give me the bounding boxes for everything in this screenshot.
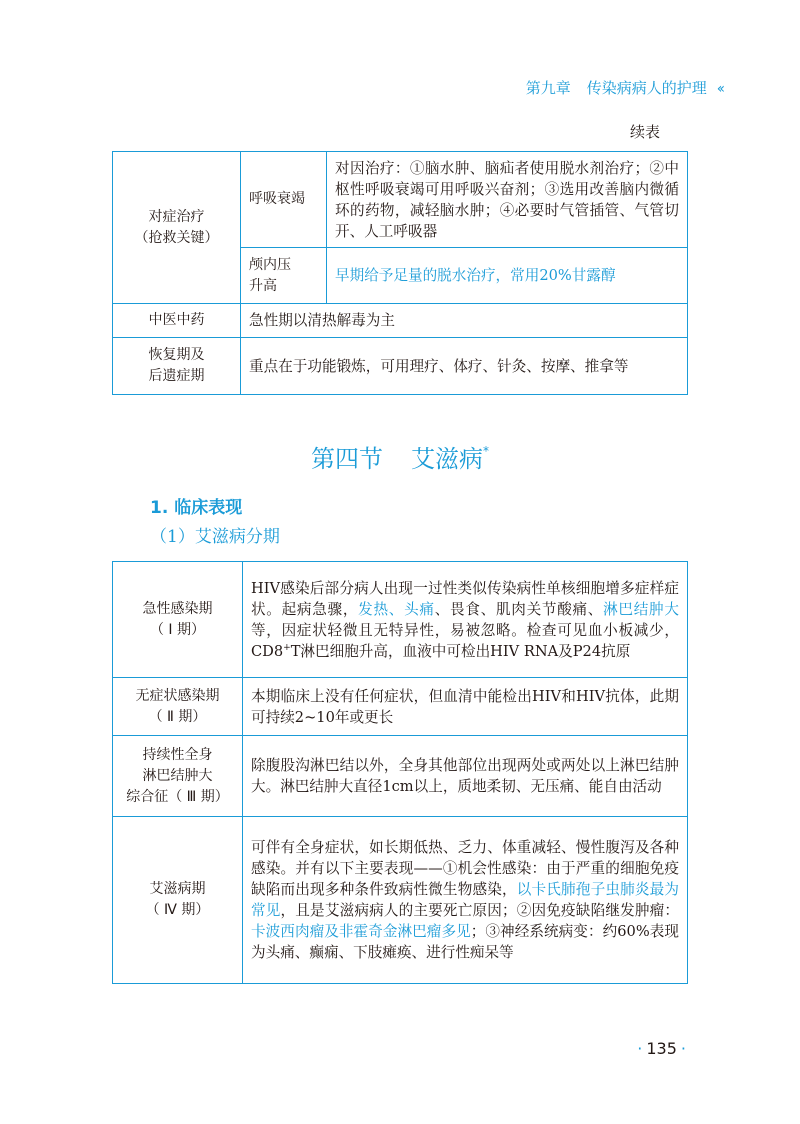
table-row <box>113 562 688 678</box>
chapter-title: 传染病病人的护理 <box>586 79 707 97</box>
cell-text: ；③神经系统病变：约60%表现为头痛、癫痫、下肢瘫痪、进行性痴呆等 <box>251 923 679 961</box>
cell-text: T淋巴细胞升高，血液中可检出HIV RNA及P24抗原 <box>290 642 631 660</box>
table-row <box>113 152 688 248</box>
treatment-table <box>112 151 688 395</box>
cell-content: 急性期以清热解毒为主 <box>241 304 688 338</box>
table-row <box>113 736 688 817</box>
table-row <box>113 338 688 395</box>
section-mark: * <box>483 444 489 458</box>
cell-text: 、畏食、肌肉关节酸痛、 <box>434 600 604 618</box>
highlight-text: 以卡氏肺孢子虫肺炎最为常见 <box>251 881 679 919</box>
double-chevron-left-icon: ‹‹ <box>716 81 722 97</box>
page-number-value: 135 <box>646 1039 677 1058</box>
cell-text: 除腹股沟淋巴结以外，全身其他部位出现两处或两处以上淋巴结肿大。淋巴结肿大直径1cm以上，质地柔韧、无压痛、能自由活动 <box>251 757 679 795</box>
sub-header: 呼吸衰竭 <box>241 152 327 248</box>
highlight-text: 淋巴结肿大 <box>603 600 679 618</box>
highlight-text: 发热、头痛 <box>358 600 435 618</box>
cell-content: 对因治疗：①脑水肿、脑疝者使用脱水剂治疗；②中枢性呼吸衰竭可用呼吸兴奋剂；③选用改善脑内微循环的药物，减轻脑水肿；④必要时气管插管、气管切开、人工呼吸器 <box>327 152 688 248</box>
row-header: 对症治疗 （抢救关键） <box>113 152 241 304</box>
cell-content: 早期给予足量的脱水治疗，常用20%甘露醇 <box>327 248 688 304</box>
row-header: 艾滋病期 （ Ⅳ 期） <box>113 817 243 984</box>
page-number: · 135 · <box>637 1039 686 1058</box>
cell-text: HIV感染后部分病人出现一过性类似传染病性单核细胞增多症样症状。起病急骤， <box>251 579 679 618</box>
cell-text: ，且是艾滋病病人的主要死亡原因；②因免疫缺陷继发肿瘤： <box>280 902 679 919</box>
cell-content <box>243 736 688 817</box>
section-title <box>0 439 800 474</box>
row-header: 恢复期及 后遗症期 <box>113 338 241 395</box>
cell-text: 本期临床上没有任何症状，但血清中能检出HIV和HIV抗体，此期可持续2~10年或更长 <box>251 687 679 726</box>
heading-stages: （1）艾滋病分期 <box>150 527 280 547</box>
cell-text: 等，因症状轻微且无特异性，易被忽略。检查可见血小板减少，CD8 <box>251 621 679 660</box>
row-header: 中医中药 <box>113 304 241 338</box>
section-name: 艾滋病 <box>411 445 483 473</box>
highlight-text: 卡波西肉瘤及非霍奇金淋巴瘤多见 <box>251 923 471 940</box>
section-number: 第四节 <box>311 445 383 473</box>
heading-clinical: 1. 临床表现 <box>150 498 243 518</box>
cell-content <box>243 678 688 736</box>
table-row <box>113 817 688 984</box>
continued-label: 续表 <box>629 123 660 141</box>
running-head <box>526 77 722 98</box>
table-row <box>113 304 688 338</box>
cell-content: 重点在于功能锻炼，可用理疗、体疗、针灸、按摩、推拿等 <box>241 338 688 395</box>
cell-content <box>243 817 688 984</box>
row-header: 急性感染期 （ Ⅰ 期） <box>113 562 243 678</box>
row-header: 无症状感染期 （ Ⅱ 期） <box>113 678 243 736</box>
table-row <box>113 678 688 736</box>
cell-text: 可伴有全身症状，如长期低热、乏力、体重减轻、慢性腹泻及各种感染。并有以下主要表现——①机会性感染：由于严重的细胞免疫缺陷而出现多种条件致病性微生物感染， <box>251 839 679 898</box>
cell-content <box>243 562 688 678</box>
row-header: 持续性全身 淋巴结肿大 综合征（ Ⅲ 期） <box>113 736 243 817</box>
aids-stage-table <box>112 561 688 984</box>
chapter-number: 第九章 <box>525 79 571 97</box>
sub-header: 颅内压 升高 <box>241 248 327 304</box>
cell-text: + <box>283 642 291 653</box>
